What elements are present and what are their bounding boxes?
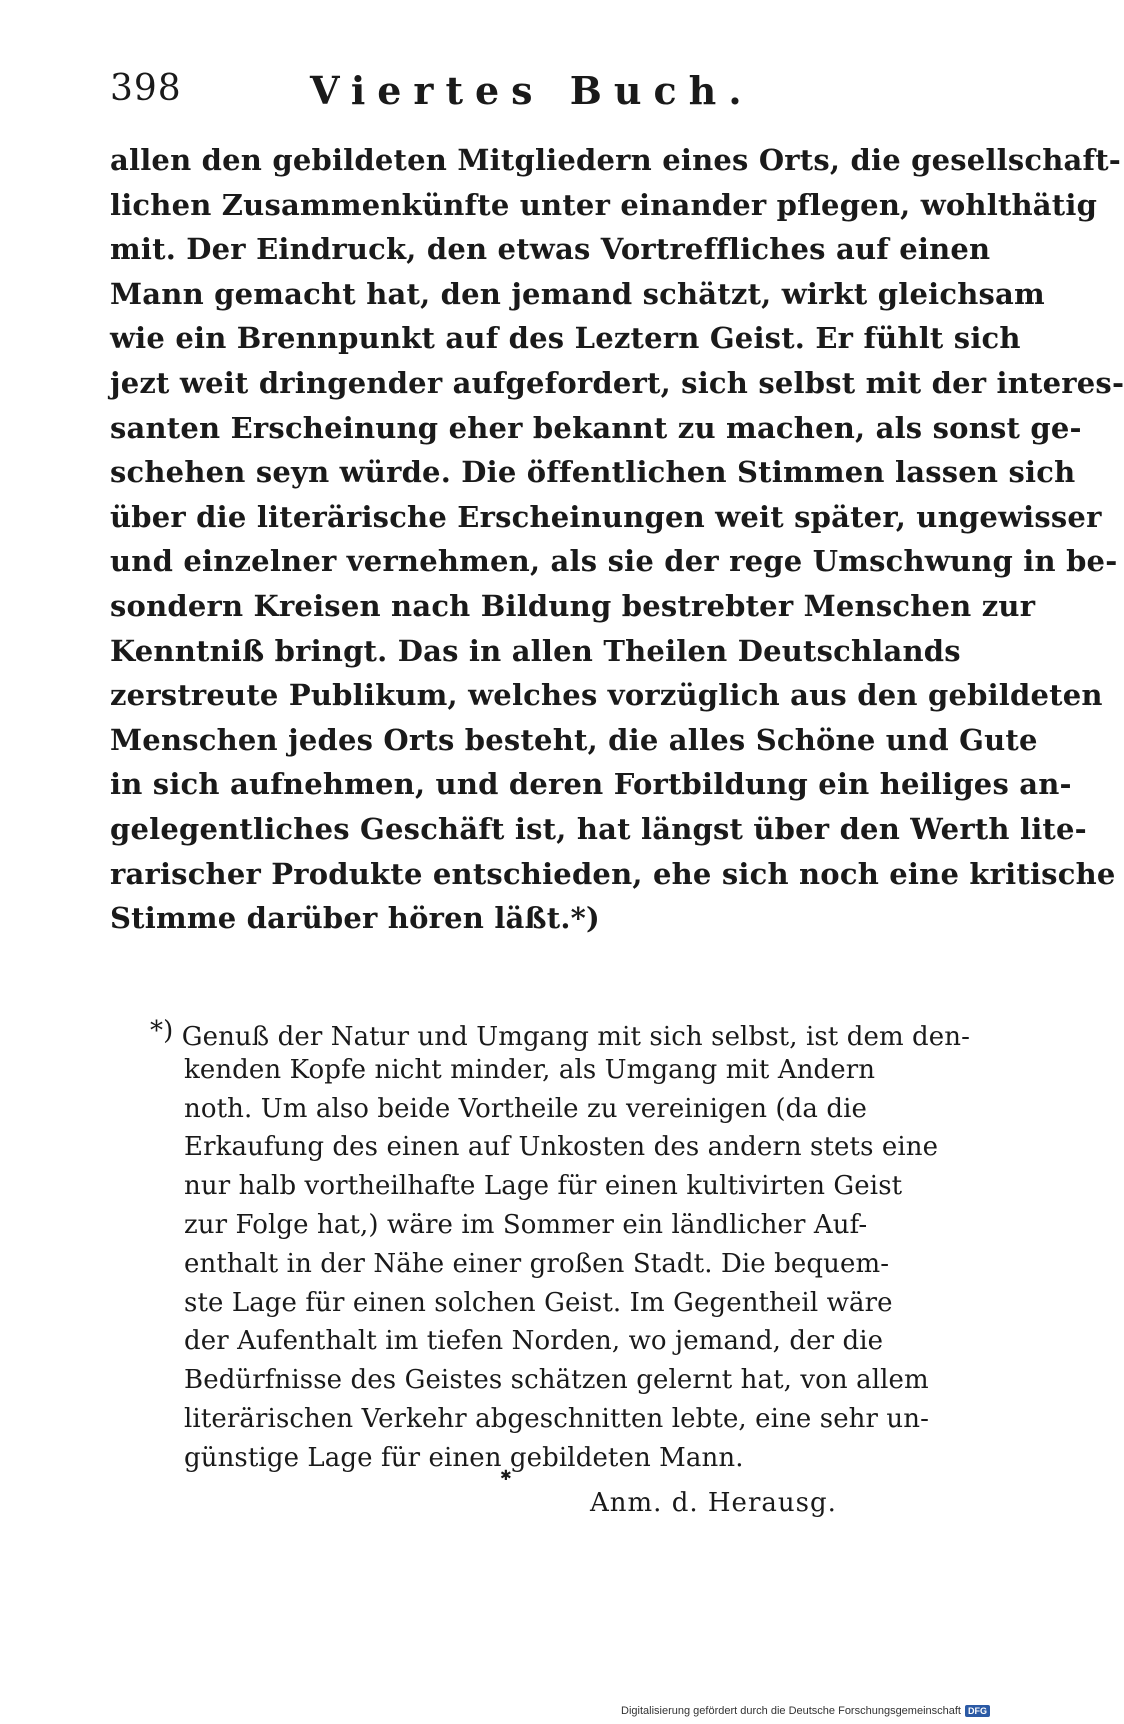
footnote-line: Erkaufung des einen auf Unkosten des andern stets eine [184, 1132, 939, 1163]
text-line: sondern Kreisen nach Bildung bestrebter Menschen zur [110, 588, 1036, 623]
ornament-dot-icon: ✱ [500, 1468, 512, 1484]
footnote-line: Bedürfnisse des Geistes schätzen gelernt hat, von allem [184, 1365, 929, 1396]
text-line: Mann gemacht hat, den jemand schätzt, wirkt gleichsam [110, 276, 1045, 311]
footnote-line: günstige Lage für einen gebildeten Mann. [184, 1442, 744, 1473]
footnote-block [150, 1012, 971, 1478]
text-line: und einzelner vernehmen, als sie der rege Umschwung in be- [110, 544, 1118, 579]
text-line: schehen seyn würde. Die öffentlichen Stimmen lassen sich [110, 455, 1076, 490]
text-line: Kenntniß bringt. Das in allen Theilen Deutschlands [110, 633, 961, 668]
page-header [110, 68, 870, 116]
text-line: mit. Der Eindruck, den etwas Vortreffliches auf einen [110, 232, 991, 267]
text-line: jezt weit dringender aufgefordert, sich selbst mit der interes- [110, 365, 1124, 400]
text-line: gelegentliches Geschäft ist, hat längst über den Werth lite- [110, 811, 1087, 846]
footnote-line: enthalt in der Nähe einer großen Stadt. Die bequem- [184, 1248, 890, 1279]
footnote-signature: Anm. d. Herausg. [590, 1488, 837, 1518]
text-line: lichen Zusammenkünfte unter einander pflegen, wohlthätig [110, 187, 1098, 222]
footnote-line: literärischen Verkehr abgeschnitten lebte, eine sehr un- [184, 1403, 929, 1434]
footnote-line: der Aufenthalt im tiefen Norden, wo jemand, der die [184, 1326, 884, 1357]
footnote-line-first [150, 1012, 971, 1052]
text-line: über die literärische Erscheinungen weit später, ungewisser [110, 499, 1102, 534]
text-line: wie ein Brennpunkt auf des Leztern Geist. Er fühlt sich [110, 321, 1021, 356]
text-line: rarischer Produkte entschieden, ehe sich noch eine kritische [110, 856, 1116, 891]
footnote-line: zur Folge hat,) wäre im Sommer ein ländlicher Auf- [184, 1209, 868, 1240]
text-line: Menschen jedes Orts besteht, die alles Schöne und Gute [110, 722, 1038, 757]
digitization-note: Digitalisierung gefördert durch die Deutsche Forschungsgemeinschaft [621, 1705, 961, 1717]
text-line: in sich aufnehmen, und deren Fortbildung ein heiliges an- [110, 767, 1072, 802]
text-line: zerstreute Publikum, welches vorzüglich aus den gebildeten [110, 678, 1103, 713]
footnote-line: nur halb vortheilhafte Lage für einen kultivirten Geist [184, 1171, 903, 1202]
text-line: santen Erscheinung eher bekannt zu machen, als sonst ge- [110, 410, 1082, 445]
page-number: 398 [110, 68, 182, 109]
digitization-footer [621, 1705, 990, 1717]
main-text-block [110, 138, 1124, 941]
text-line: Stimme darüber hören läßt.*) [110, 901, 600, 936]
footnote-line: kenden Kopfe nicht minder, als Umgang mit Andern [184, 1054, 876, 1085]
footnote-line-text: Genuß der Natur und Umgang mit sich selbst, ist dem den- [181, 1022, 971, 1052]
footnote-line: ste Lage für einen solchen Geist. Im Gegentheil wäre [184, 1287, 893, 1318]
dfg-logo: DFG [965, 1705, 990, 1717]
running-title: Viertes Buch. [310, 68, 754, 113]
footnote-marker: *) [150, 1016, 174, 1046]
footnote-line: noth. Um also beide Vortheile zu vereinigen (da die [184, 1093, 868, 1124]
text-line: allen den gebildeten Mitgliedern eines Orts, die gesellschaft- [110, 143, 1122, 177]
